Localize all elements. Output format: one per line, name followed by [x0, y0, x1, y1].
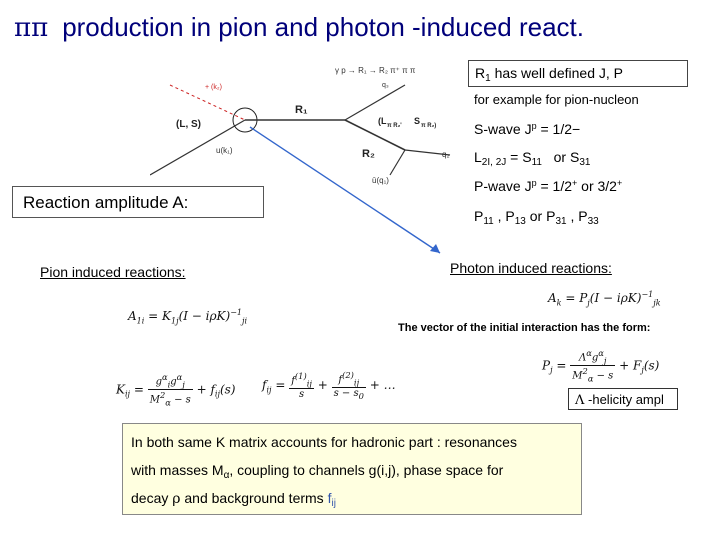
reaction-diagram — [150, 55, 480, 265]
pwave-label: P-wave J — [474, 178, 532, 194]
s31-sub: 31 — [579, 157, 591, 168]
r1-symbol: R — [475, 65, 486, 81]
sb-label: π R₂) — [421, 123, 437, 129]
r1-subscript: 1 — [485, 73, 491, 84]
pwave-line — [474, 178, 622, 194]
kij-formula: $K_{ij}$ = $\frac{g^\alpha_ig^\alpha_j}{M^2_\alpha - s}$ + $f_{ij}(s)$ — [116, 372, 236, 408]
pj-fraction: $\frac{\Lambda^\alpha g^\alpha_j}{M^2_\alpha - s}$ — [572, 348, 614, 384]
pwave-sup: p — [531, 178, 537, 188]
q3-label: q₃ — [382, 82, 389, 89]
coupling-text: , coupling to channels g(i,j), phase space for — [229, 462, 504, 478]
swave-label: S-wave J — [474, 121, 532, 137]
s11-sub: 11 — [531, 157, 542, 168]
p31: or P — [529, 208, 556, 224]
ls-label: (L, S) — [176, 119, 201, 130]
s31-eq: or S — [553, 149, 580, 165]
reaction-amplitude-box: Reaction amplitude A: — [12, 186, 264, 218]
u-label: u(k₁) — [216, 146, 233, 155]
photon-induced-label: Photon induced reactions: — [450, 260, 612, 276]
fij-formula: $f_{ij}$ = $\frac{f^{(1)}_{ij}}{s}$ + $\frac{f^{(2)}_{ij}}{s - s_0}$ + … — [262, 370, 396, 402]
fij-fraction-2: $\frac{f^{(2)}_{ij}}{s - s_0}$ — [333, 370, 364, 402]
lambda-text: -helicity ampl — [588, 392, 664, 407]
masses-text: with masses M — [131, 462, 224, 478]
r1-description: has well defined J, P — [494, 65, 623, 81]
blue-arrow — [250, 127, 440, 253]
k2-label: + (k₂) — [205, 84, 222, 91]
pwave-plus2: + — [616, 178, 623, 188]
lr2-label: (L — [378, 116, 387, 126]
s11-eq: = S — [510, 149, 532, 165]
pj-formula: $P_j$ = $\frac{\Lambda^\alpha g^\alpha_j}{M^2_\alpha - s}$ + $F_j(s)$ — [542, 348, 660, 384]
summary-line-3 — [131, 488, 573, 516]
r2-label: R₂ — [362, 148, 375, 160]
pipi-symbol: ππ — [14, 13, 49, 43]
swave-sup: p — [531, 121, 537, 131]
vector-form-label: The vector of the initial interaction has the form: — [398, 322, 651, 334]
rho-symbol: ρ — [172, 491, 181, 507]
swave-line — [474, 121, 580, 137]
s-label: S — [414, 116, 421, 126]
title-text: production in pion and photon -induced react. — [62, 12, 585, 42]
l-subscript: 2I, 2J — [481, 157, 507, 168]
qbar-line — [390, 150, 405, 175]
p33: , P — [570, 208, 588, 224]
lambda-helicity-box — [568, 388, 678, 410]
lambda-symbol: Λ — [575, 393, 585, 408]
p33-sub: 33 — [587, 216, 599, 227]
f-subscript: ij — [331, 498, 336, 509]
ubar-label: ū(q₁) — [372, 176, 389, 185]
pwave-value: = 1/2 — [540, 178, 573, 194]
swave-value: = 1/2 — [540, 121, 573, 137]
p-waves-line — [474, 208, 599, 227]
p13: , P — [497, 208, 515, 224]
summary-box — [122, 423, 582, 515]
r1-info-box — [468, 60, 688, 87]
p13-sub: 13 — [514, 216, 526, 227]
f-symbol: f — [327, 490, 332, 506]
l2i-line — [474, 149, 590, 168]
swave-minus: − — [572, 121, 581, 137]
summary-line-1: In both same K matrix accounts for hadronic part : resonances — [131, 434, 517, 450]
p11-sub: 11 — [483, 216, 494, 227]
p31-sub: 31 — [555, 216, 567, 227]
pion-induced-label: Pion induced reactions: — [40, 264, 186, 280]
summary-line-2 — [131, 460, 573, 488]
pwave-or: or 3/2 — [581, 178, 617, 194]
pion-formula: $A_{1i} = K_{1j}(I - i\rho K)^{-1}_{ji}$ — [128, 308, 248, 326]
decay-text: decay — [131, 490, 169, 506]
alpha-sub: α — [223, 470, 230, 481]
lr2b-label: π R₂' — [387, 123, 402, 129]
pwave-plus1: + — [572, 178, 578, 188]
kij-fraction: $\frac{g^\alpha_ig^\alpha_j}{M^2_\alpha - s}$ — [149, 372, 191, 408]
page-title — [14, 12, 584, 43]
p11: P — [474, 208, 484, 224]
blue-arrowhead — [430, 244, 440, 253]
example-text: for example for pion-nucleon — [474, 92, 639, 107]
outgoing-top — [345, 85, 405, 120]
photon-formula: $A_k = P_j(I - i\rho K)^{-1}_{jk}$ — [548, 290, 661, 308]
fij-fraction-1: $\frac{f^{(1)}_{ij}}{s}$ — [291, 371, 312, 401]
background-text: and background terms — [184, 490, 324, 506]
q2-label: q₂ — [442, 150, 450, 159]
l-symbol: L — [474, 149, 482, 165]
r1-label: R₁ — [295, 104, 308, 116]
process-label: γ p → R₁ → R₂ π⁺ π π — [335, 66, 416, 75]
